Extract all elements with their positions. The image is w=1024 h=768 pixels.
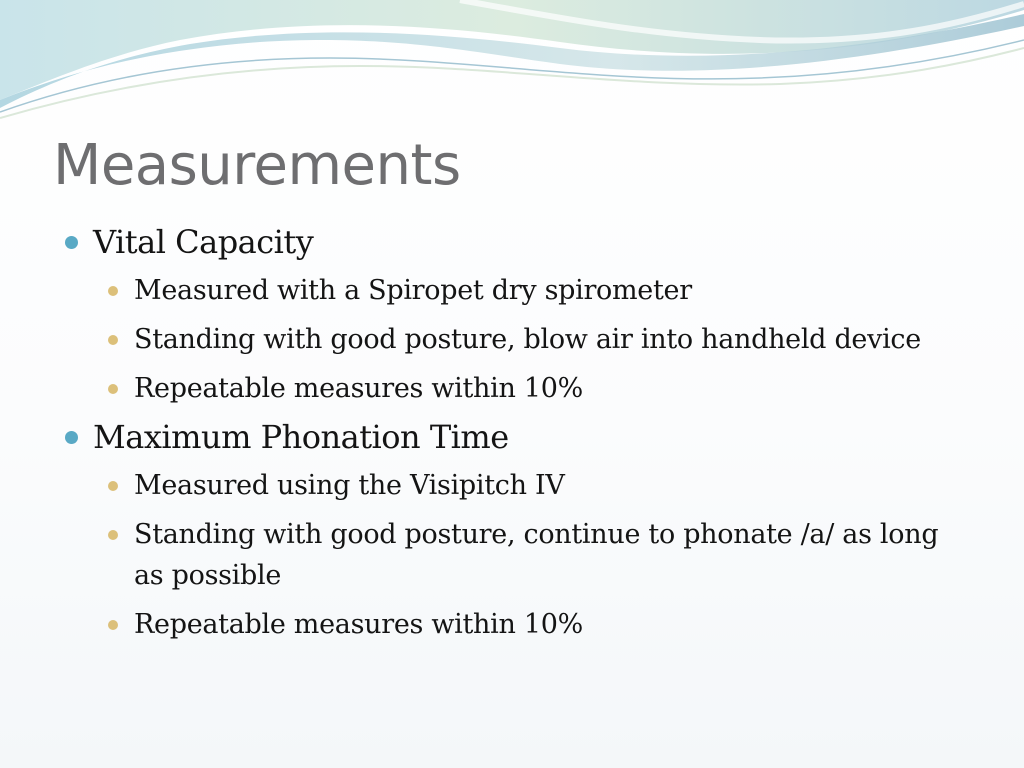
bullet-text: Vital Capacity [93, 223, 314, 261]
sub-bullet-dot-icon [108, 384, 118, 394]
sub-bullet-dot-icon [108, 481, 118, 491]
bullet-dot-icon [65, 431, 78, 444]
bullet-vital-capacity [60, 222, 960, 262]
sub-bullet-text: Standing with good posture, continue to phonate /a/ as long as possible [134, 519, 939, 591]
sub-bullet [100, 319, 960, 360]
sub-bullet-dot-icon [108, 530, 118, 540]
sub-bullet-text: Measured using the Visipitch IV [134, 470, 565, 501]
decorative-waves [0, 0, 1024, 130]
sub-bullet [100, 270, 960, 311]
bullet-maximum-phonation-time [60, 417, 960, 457]
slide-body [60, 222, 960, 653]
sub-bullet [100, 514, 960, 596]
sub-bullet-dot-icon [108, 286, 118, 296]
sub-bullet [100, 604, 960, 645]
sub-bullet-text: Measured with a Spiropet dry spirometer [134, 275, 692, 306]
sub-bullet-dot-icon [108, 620, 118, 630]
sub-bullet-text: Repeatable measures within 10% [134, 373, 583, 404]
sub-bullet [100, 368, 960, 409]
sub-bullet-text: Repeatable measures within 10% [134, 609, 583, 640]
sub-bullet-dot-icon [108, 335, 118, 345]
sub-bullet-text: Standing with good posture, blow air into handheld device [134, 324, 921, 355]
bullet-dot-icon [65, 236, 78, 249]
bullet-text: Maximum Phonation Time [93, 418, 509, 456]
sub-bullet [100, 465, 960, 506]
slide-title: Measurements [53, 133, 461, 198]
